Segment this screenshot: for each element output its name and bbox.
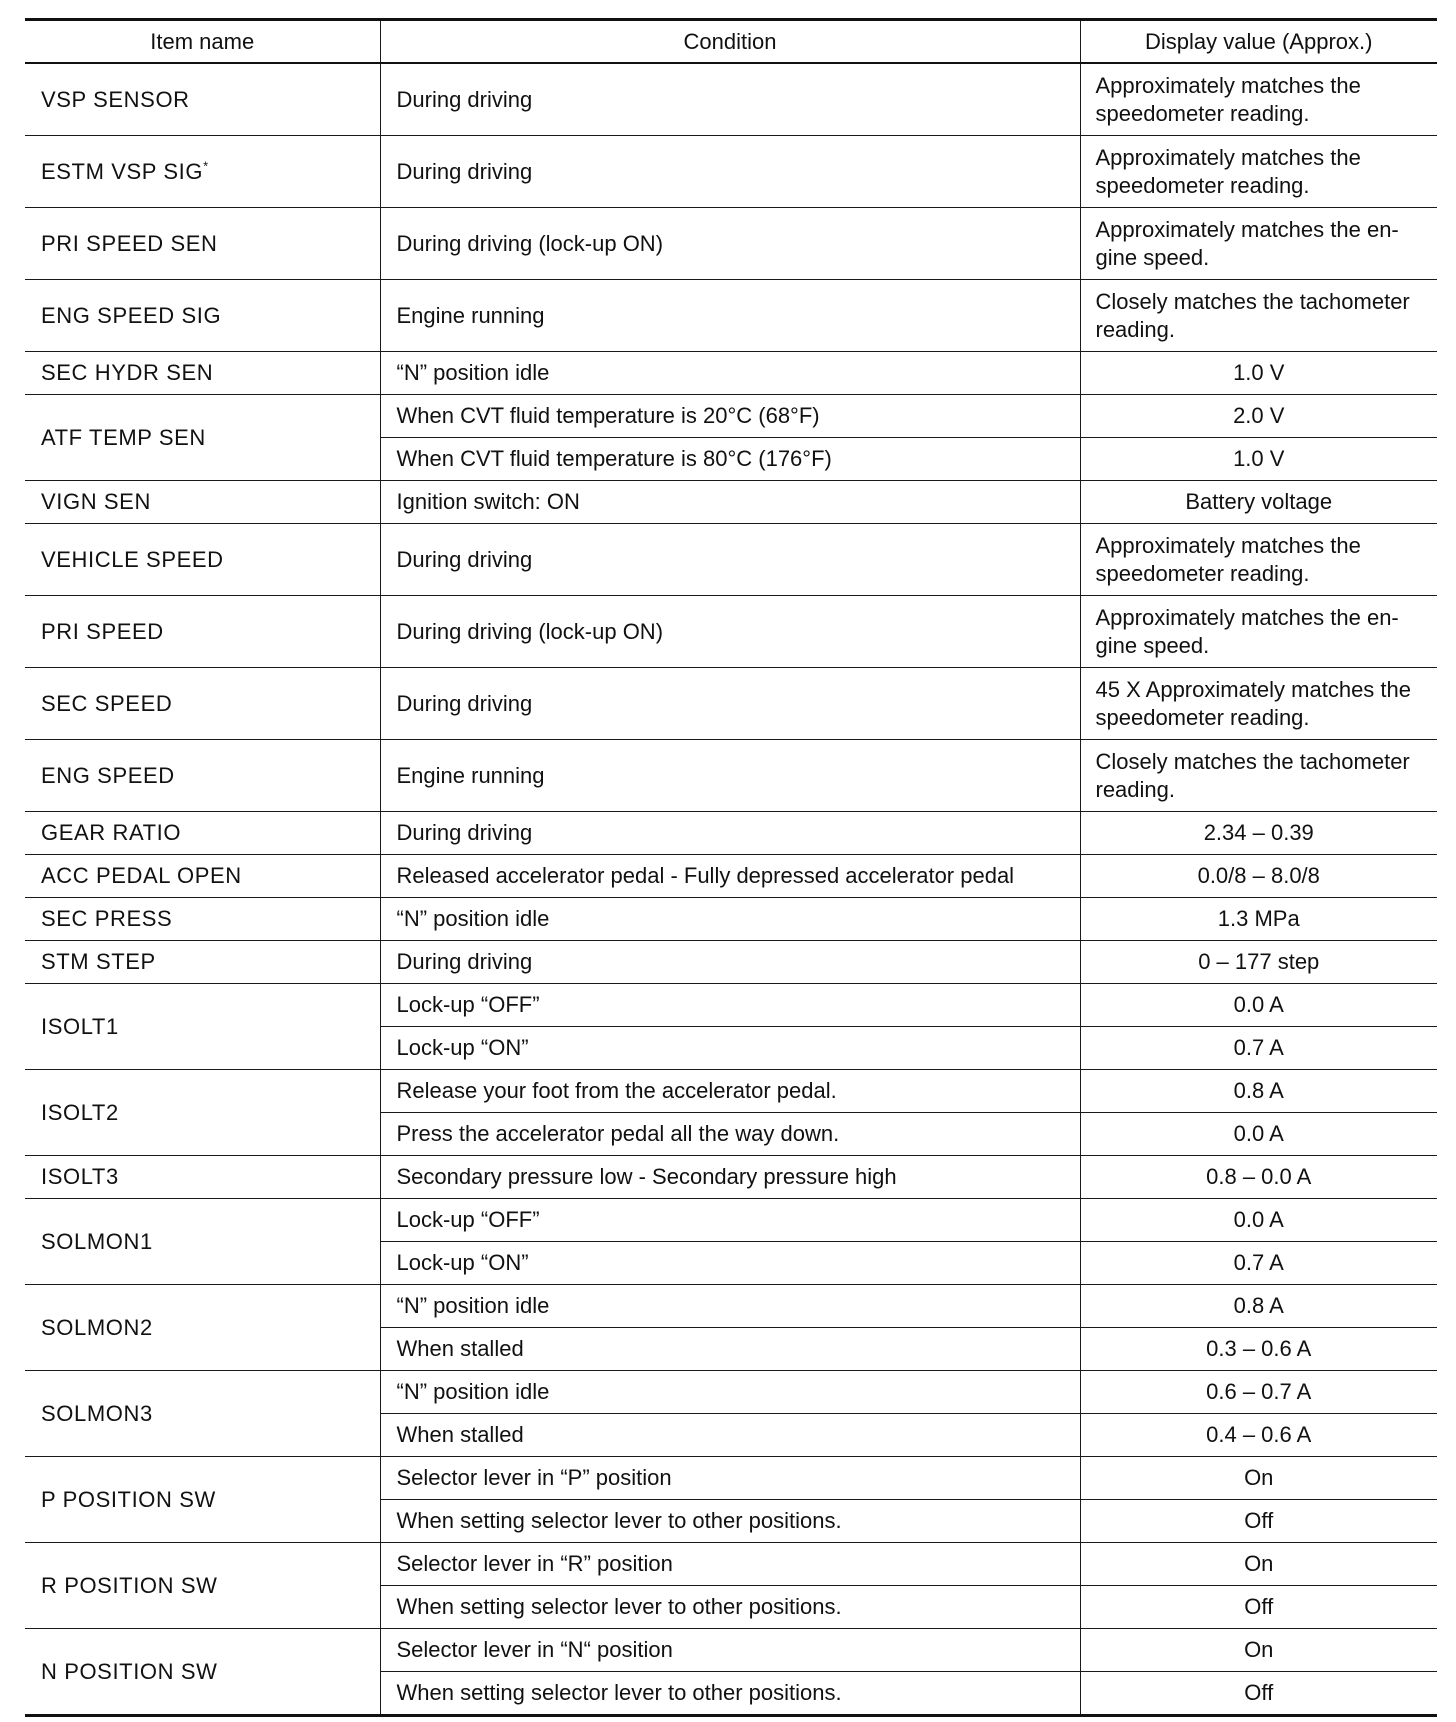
display-value-cell: Approximately matches the en-gine speed. [1080,208,1437,280]
table-row [25,1457,1437,1500]
item-name-cell [25,1156,380,1199]
display-value-cell: 0 – 177 step [1080,941,1437,984]
condition-cell: “N” position idle [380,1371,1080,1414]
condition-cell: During driving [380,136,1080,208]
table-row [25,812,1437,855]
condition-cell: Lock-up “OFF” [380,984,1080,1027]
table-row [25,136,1437,208]
condition-cell: Lock-up “ON” [380,1242,1080,1285]
item-name: VIGN SEN [41,489,151,514]
table-row [25,1629,1437,1672]
item-name: ESTM VSP SIG [41,158,204,184]
header-display-value: Display value (Approx.) [1080,20,1437,64]
item-name-cell [25,280,380,352]
item-name: SOLMON2 [41,1314,153,1340]
item-name: ISOLT3 [41,1164,119,1189]
item-name-cell [25,524,380,596]
display-value-cell: 45 X Approximately matches the speedometer reading. [1080,668,1437,740]
display-value-cell: 0.8 A [1080,1285,1437,1328]
condition-cell: During driving [380,524,1080,596]
item-name-cell [25,481,380,524]
condition-cell: Engine running [380,740,1080,812]
table-row [25,481,1437,524]
condition-cell: When setting selector lever to other positions. [380,1672,1080,1716]
item-name-cell [25,898,380,941]
item-name-cell [25,596,380,668]
condition-cell: Released accelerator pedal - Fully depressed accelerator pedal [380,855,1080,898]
display-value-cell: On [1080,1629,1437,1672]
item-name: SOLMON1 [41,1228,153,1254]
table-row [25,740,1437,812]
condition-cell: Ignition switch: ON [380,481,1080,524]
condition-cell: When CVT fluid temperature is 20°C (68°F) [380,395,1080,438]
item-name-cell [25,208,380,280]
item-name-cell [25,1629,380,1716]
display-value-cell: 2.0 V [1080,395,1437,438]
condition-cell: Selector lever in “R” position [380,1543,1080,1586]
display-value-cell: Off [1080,1672,1437,1716]
display-value-cell: 0.6 – 0.7 A [1080,1371,1437,1414]
table-row [25,898,1437,941]
item-name: SEC SPEED [41,690,173,716]
condition-cell: During driving [380,941,1080,984]
condition-cell: Selector lever in “P” position [380,1457,1080,1500]
item-name-cell [25,1285,380,1371]
item-name: VEHICLE SPEED [41,546,224,572]
condition-cell: During driving [380,63,1080,136]
display-value-cell: 0.0 A [1080,984,1437,1027]
item-name-cell [25,1199,380,1285]
condition-cell: When stalled [380,1414,1080,1457]
item-name-cell [25,941,380,984]
table-row [25,524,1437,596]
display-value-cell: 0.0 A [1080,1113,1437,1156]
item-name-cell [25,395,380,481]
item-name-cell [25,1457,380,1543]
item-name: STM STEP [41,949,156,974]
item-name: ISOLT2 [41,1099,119,1125]
condition-cell: “N” position idle [380,352,1080,395]
item-name: ENG SPEED SIG [41,302,222,328]
display-value-cell: 0.7 A [1080,1242,1437,1285]
item-name-cell [25,63,380,136]
condition-cell: When stalled [380,1328,1080,1371]
condition-cell: Release your foot from the accelerator pedal. [380,1070,1080,1113]
table-row [25,596,1437,668]
item-name: ATF TEMP SEN [41,424,206,450]
header-item-name: Item name [25,20,380,64]
display-value-cell: Approximately matches the speedometer reading. [1080,136,1437,208]
item-name: ACC PEDAL OPEN [41,863,242,888]
table-row [25,280,1437,352]
table-row [25,984,1437,1027]
item-name-cell [25,1371,380,1457]
table-row [25,1156,1437,1199]
item-name: ENG SPEED [41,762,175,788]
condition-cell: Lock-up “ON” [380,1027,1080,1070]
footnote-marker: * [203,158,209,174]
table-row [25,63,1437,136]
display-value-cell: 2.34 – 0.39 [1080,812,1437,855]
condition-cell: Engine running [380,280,1080,352]
display-value-cell: Closely matches the tachometer reading. [1080,740,1437,812]
item-name: GEAR RATIO [41,820,182,845]
item-name-cell [25,740,380,812]
display-value-cell: 0.0/8 – 8.0/8 [1080,855,1437,898]
condition-cell: When setting selector lever to other positions. [380,1586,1080,1629]
display-value-cell: On [1080,1457,1437,1500]
item-name-cell [25,984,380,1070]
condition-cell: Selector lever in “N“ position [380,1629,1080,1672]
item-name: PRI SPEED SEN [41,230,218,256]
display-value-cell: Off [1080,1586,1437,1629]
item-name: R POSITION SW [41,1572,218,1598]
table-row [25,1199,1437,1242]
condition-cell: During driving (lock-up ON) [380,596,1080,668]
display-value-cell: Approximately matches the speedometer reading. [1080,63,1437,136]
item-name-cell [25,136,380,208]
display-value-cell: Off [1080,1500,1437,1543]
item-name-cell [25,352,380,395]
item-name: P POSITION SW [41,1486,216,1512]
item-name: SEC HYDR SEN [41,360,214,385]
item-name-cell [25,1543,380,1629]
condition-cell: When setting selector lever to other positions. [380,1500,1080,1543]
item-name: SOLMON3 [41,1400,153,1426]
item-name: SEC PRESS [41,906,173,931]
display-value-cell: Approximately matches the en-gine speed. [1080,596,1437,668]
display-value-cell: 0.7 A [1080,1027,1437,1070]
display-value-cell: 1.0 V [1080,352,1437,395]
item-name-cell [25,855,380,898]
table-row [25,941,1437,984]
display-value-cell: 0.8 A [1080,1070,1437,1113]
item-name: ISOLT1 [41,1013,119,1039]
table-row [25,395,1437,438]
condition-cell: “N” position idle [380,898,1080,941]
item-name-cell [25,1070,380,1156]
display-value-cell: 0.3 – 0.6 A [1080,1328,1437,1371]
display-value-cell: 0.4 – 0.6 A [1080,1414,1437,1457]
condition-cell: Press the accelerator pedal all the way down. [380,1113,1080,1156]
display-value-cell: 0.0 A [1080,1199,1437,1242]
item-name: VSP SENSOR [41,86,190,112]
condition-cell: During driving [380,668,1080,740]
table-row [25,1543,1437,1586]
condition-cell: “N” position idle [380,1285,1080,1328]
condition-cell: Secondary pressure low - Secondary pressure high [380,1156,1080,1199]
display-value-cell: Approximately matches the speedometer reading. [1080,524,1437,596]
data-monitor-table [25,18,1437,1717]
display-value-cell: 1.0 V [1080,438,1437,481]
table-body [25,63,1437,1716]
condition-cell: During driving [380,812,1080,855]
condition-cell: During driving (lock-up ON) [380,208,1080,280]
header-condition: Condition [380,20,1080,64]
table-row [25,1285,1437,1328]
header-row [25,20,1437,64]
condition-cell: When CVT fluid temperature is 80°C (176°F) [380,438,1080,481]
display-value-cell: Closely matches the tachometer reading. [1080,280,1437,352]
item-name-cell [25,668,380,740]
table-row [25,208,1437,280]
table-row [25,668,1437,740]
display-value-cell: 0.8 – 0.0 A [1080,1156,1437,1199]
condition-cell: Lock-up “OFF” [380,1199,1080,1242]
item-name-cell [25,812,380,855]
item-name: PRI SPEED [41,618,164,644]
table-row [25,352,1437,395]
table-row [25,1371,1437,1414]
display-value-cell: On [1080,1543,1437,1586]
display-value-cell: Battery voltage [1080,481,1437,524]
table-row [25,1070,1437,1113]
display-value-cell: 1.3 MPa [1080,898,1437,941]
item-name: N POSITION SW [41,1658,218,1684]
table-row [25,855,1437,898]
